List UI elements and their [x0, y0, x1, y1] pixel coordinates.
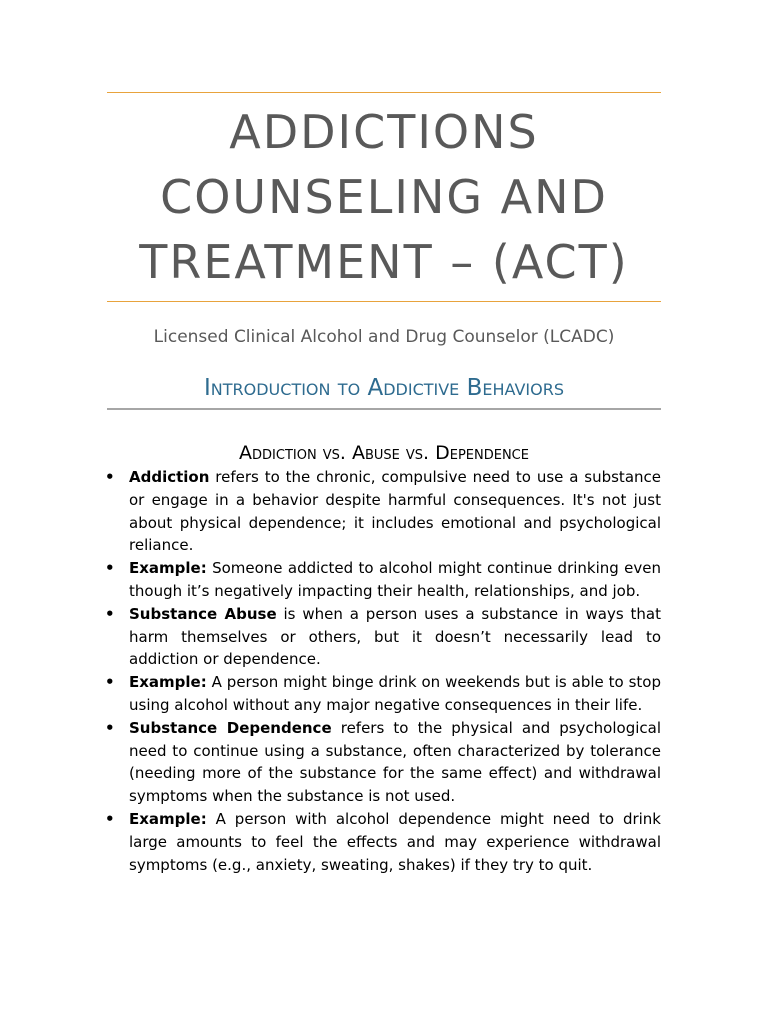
- document-page: [107, 92, 661, 876]
- bullet-icon: •: [105, 468, 115, 486]
- bullet-text: Someone addicted to alcohol might continue drinking even though it’s negatively impacting their health, relationships, and job.: [129, 559, 661, 600]
- list-item: [107, 603, 661, 671]
- document-title: ADDICTIONS COUNSELING AND TREATMENT – (ACT): [139, 105, 629, 289]
- bullet-icon: •: [105, 559, 115, 578]
- list-item: [107, 671, 661, 717]
- list-item: [107, 557, 661, 603]
- bullet-text: is when a person uses a substance in ways that harm themselves or others, but it doesn’t necessarily lead to addiction or dependence.: [129, 604, 661, 669]
- bullet-icon: •: [105, 673, 115, 692]
- bullet-text: A person with alcohol dependence might need to drink large amounts to feel the effects and may experience withdrawal symptoms (e.g., anxiety, sweating, shakes) if they try to quit.: [129, 809, 661, 874]
- list-item: [107, 808, 661, 876]
- bullet-text: refers to the physical and psychological need to continue using a substance, often characterized by tolerance (needing more of the substance for the same effect) and withdrawal symptoms when the substance is not used.: [129, 718, 662, 806]
- bullet-text: A person might binge drink on weekends but is able to stop using alcohol without any major negative consequences in their life.: [129, 673, 661, 714]
- bullet-icon: •: [105, 718, 115, 737]
- bullet-text: refers to the chronic, compulsive need to use a substance or engage in a behavior despite harmful consequences. It's not just about physical dependence; it includes emotional and psychological reliance.: [129, 468, 661, 555]
- bullet-icon: •: [105, 604, 115, 623]
- bullet-term: Example:: [129, 809, 207, 828]
- list-item: [107, 717, 661, 808]
- bullet-term: Example:: [129, 673, 207, 692]
- definition-list: [107, 466, 661, 876]
- bullet-term: Substance Dependence: [129, 718, 332, 737]
- section-heading: Introduction to Addictive Behaviors: [204, 375, 564, 401]
- bullet-term: Substance Abuse: [129, 604, 277, 623]
- list-item: [107, 466, 661, 557]
- bullet-term: Addiction: [129, 468, 210, 486]
- sub-heading: Addiction vs. Abuse vs. Dependence: [239, 442, 529, 464]
- document-subtitle: Licensed Clinical Alcohol and Drug Counselor (LCADC): [153, 327, 615, 347]
- bullet-term: Example:: [129, 559, 207, 578]
- bullet-icon: •: [105, 809, 115, 828]
